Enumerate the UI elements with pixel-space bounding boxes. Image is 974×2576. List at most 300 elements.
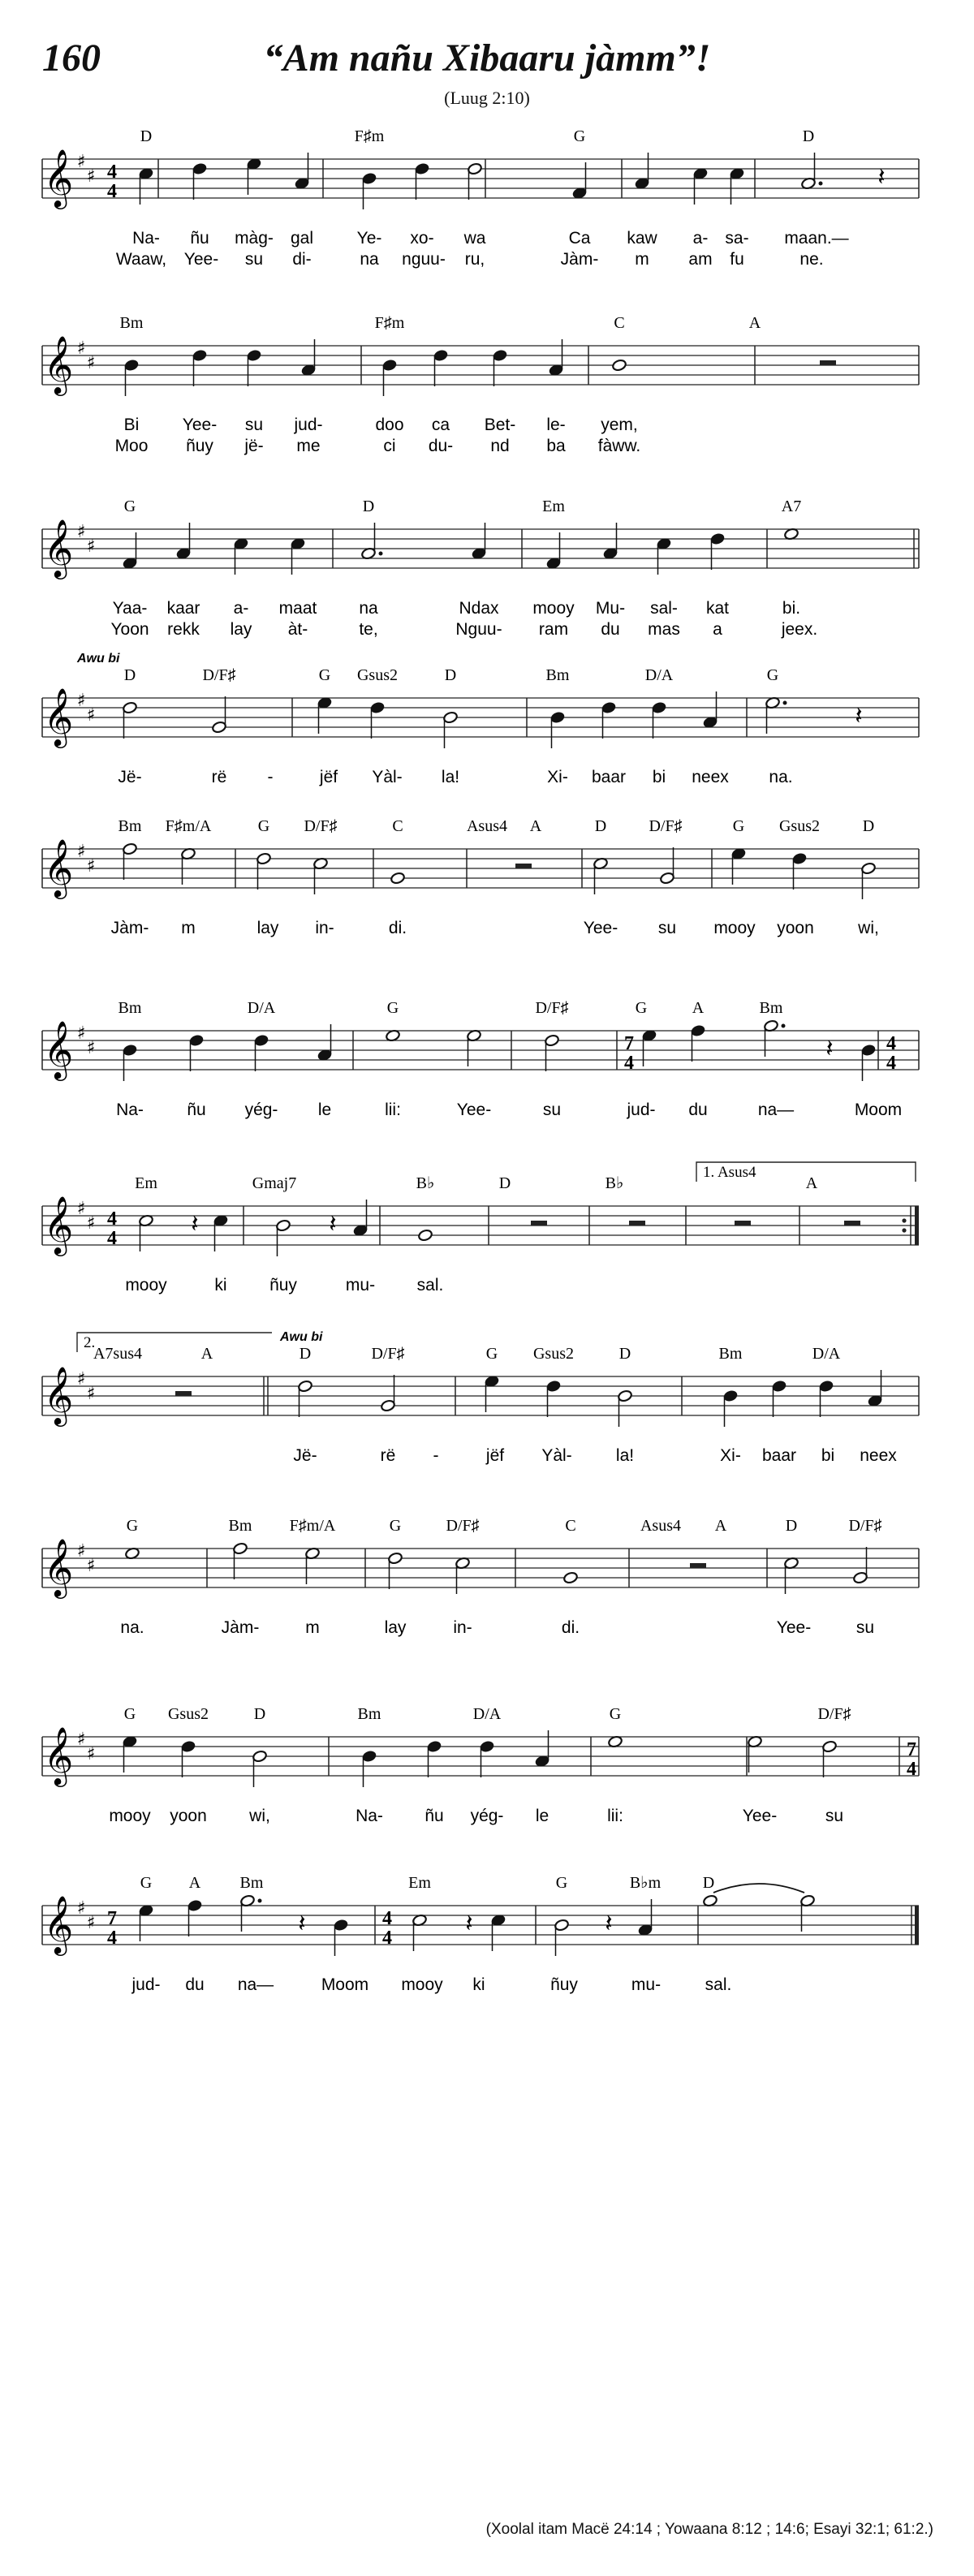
lyric-syllable: Jàm- (560, 250, 599, 269)
lyric-syllable: neex (692, 768, 729, 786)
lyric-syllable: nd (490, 437, 510, 455)
notehead (298, 1380, 313, 1393)
notehead (691, 1024, 706, 1037)
lyric-syllable: ñu (187, 1101, 206, 1119)
dot (379, 552, 383, 556)
lyric-syllable: rë (211, 768, 227, 786)
chord-symbol: Asus4 (466, 817, 508, 835)
lyric-syllable: lii: (607, 1807, 623, 1825)
lyric-syllable: te, (359, 620, 378, 639)
lyric-syllable: kaar (166, 599, 200, 618)
chord-symbol: D (498, 1174, 511, 1192)
chord-symbol: Bm (228, 1517, 252, 1535)
notehead (381, 1399, 396, 1412)
notehead (427, 1740, 442, 1753)
chord-symbol: G (257, 817, 270, 835)
quarter-rest: 𝄽 (465, 1910, 473, 1938)
staff-system (42, 1730, 919, 1787)
sharp-f: ♯ (76, 1730, 86, 1750)
chord-symbol: A7 (781, 498, 802, 515)
chord-symbol: D/F♯ (649, 817, 683, 835)
chord-symbol: G (126, 1517, 139, 1535)
lyric-syllable: yég- (470, 1807, 504, 1825)
chord-symbol: D (299, 1345, 312, 1363)
chord-symbol: D (123, 666, 136, 684)
notehead (710, 532, 726, 545)
chord-symbol: D (594, 817, 607, 835)
chord-symbol: G (555, 1874, 568, 1892)
chord-symbol: Bm (759, 999, 783, 1017)
lyric-syllable: - (433, 1446, 439, 1465)
lyric-syllable: su (244, 250, 264, 269)
lyric-syllable: Moo (114, 437, 149, 455)
notehead (861, 1044, 877, 1057)
time-signature-top: 4 (107, 162, 117, 183)
lyric-syllable: Jàm- (110, 919, 149, 937)
lyric-syllable: Mu- (595, 599, 626, 618)
lyric-syllable: - (267, 768, 274, 786)
notehead (433, 349, 449, 362)
notehead (187, 1899, 203, 1912)
dot (782, 1024, 786, 1028)
lyric-syllable: mu- (631, 1975, 662, 1994)
notehead (819, 1380, 834, 1393)
lyric-syllable: mooy (125, 1276, 167, 1294)
lyric-syllable: na— (757, 1101, 795, 1119)
notehead (256, 852, 272, 865)
lyric-syllable: m (635, 250, 649, 269)
lyric-syllable: na. (120, 1618, 144, 1637)
lyric-syllable: su (657, 919, 677, 937)
lyric-syllable: na (359, 599, 378, 618)
chord-symbol: D (785, 1517, 798, 1535)
lyric-syllable: Yee- (183, 250, 219, 269)
chord-symbol: Em (408, 1874, 431, 1892)
lyric-syllable: rekk (167, 620, 200, 639)
lyric-syllable: bi (652, 768, 666, 786)
half-rest (629, 1221, 645, 1226)
treble-clef: 𝄞 (43, 1725, 74, 1785)
staff-system (42, 339, 919, 396)
sharp-f: ♯ (76, 522, 86, 542)
chord-symbol: F♯m (374, 314, 405, 332)
chord-symbol: D (702, 1874, 715, 1892)
quarter-rest: 𝄽 (298, 1910, 306, 1938)
chord-symbol: G (123, 498, 136, 515)
lyric-syllable: Moom (321, 1975, 369, 1994)
lyric-syllable: jë- (244, 437, 264, 455)
notehead (415, 162, 430, 175)
lyric-syllable: na (360, 250, 379, 269)
lyric-syllable: jeex. (781, 620, 818, 639)
lyric-syllable: jud- (627, 1101, 656, 1119)
lyric-syllable: lay (230, 620, 252, 639)
lyric-syllable: nguu- (402, 250, 446, 269)
lyric-syllable: ñu (425, 1807, 444, 1825)
lyric-syllable: Yàl- (372, 768, 403, 786)
chord-symbol: Em (542, 498, 565, 515)
treble-clef: 𝄞 (43, 1537, 74, 1596)
chord-symbol: Asus4 (640, 1517, 682, 1535)
final-barline (915, 1906, 919, 1945)
chord-symbol: A7sus4 (93, 1345, 143, 1363)
lyric-syllable: Yee- (456, 1101, 492, 1119)
chord-symbol: G (485, 1345, 498, 1363)
lyric-syllable: me (296, 437, 321, 455)
half-rest (515, 864, 532, 868)
repeat-barline (915, 1206, 919, 1245)
quarter-rest: 𝄽 (605, 1910, 613, 1938)
chord-symbol: Em (135, 1174, 157, 1192)
staff-system (42, 1019, 919, 1081)
lyric-syllable: Jë- (293, 1446, 317, 1465)
chord-symbol: A (805, 1174, 818, 1192)
staff-system (42, 842, 919, 899)
notehead (254, 1034, 269, 1047)
notehead (233, 1542, 248, 1555)
staff-system (42, 691, 919, 748)
chord-symbol: Gmaj7 (252, 1174, 297, 1192)
lyric-syllable: ci (383, 437, 396, 455)
lyric-syllable: mas (648, 620, 680, 639)
dot (819, 182, 823, 186)
chord-symbol: G (318, 666, 331, 684)
half-rest (735, 1221, 751, 1226)
chord-symbol: Bm (718, 1345, 743, 1363)
chord-symbol: D/A (247, 999, 276, 1017)
chord-symbol: D/F♯ (446, 1517, 480, 1535)
notehead (792, 852, 808, 865)
lyric-syllable: ñuy (269, 1276, 297, 1294)
half-rest (820, 360, 836, 365)
chord-symbol: Bm (239, 1874, 264, 1892)
lyric-syllable: màg- (235, 229, 274, 248)
half-rest (531, 1221, 547, 1226)
notehead (563, 1571, 579, 1584)
lyric-syllable: baar (761, 1446, 797, 1465)
lyric-syllable: ca (431, 416, 450, 434)
notehead (123, 1044, 138, 1057)
lyric-syllable: yoon (170, 1807, 207, 1825)
notehead (822, 1740, 838, 1753)
sharp-c: ♯ (86, 166, 96, 187)
lyric-syllable: le- (546, 416, 566, 434)
chord-symbol: G (609, 1705, 622, 1723)
time-signature-bottom: 4 (107, 1928, 117, 1949)
chord-symbol: F♯m/A (289, 1517, 336, 1535)
lyric-syllable: ba (546, 437, 566, 455)
chord-symbol: D (253, 1705, 266, 1723)
lyric-syllable: doo (375, 416, 404, 434)
chord-symbol: A (188, 1874, 201, 1892)
time-signature-top: 7 (907, 1739, 916, 1760)
sharp-c: ♯ (86, 856, 96, 877)
lyric-syllable: lay (384, 1618, 407, 1637)
notehead (493, 349, 508, 362)
half-rest (690, 1563, 706, 1568)
sharp-f: ♯ (76, 1541, 86, 1562)
lyric-syllable: du (185, 1975, 205, 1994)
chord-symbol: Bm (118, 999, 142, 1017)
chord-symbol: D (862, 817, 875, 835)
lyric-syllable: ru, (464, 250, 485, 269)
chord-symbol: G (766, 666, 779, 684)
chord-symbol: A (200, 1345, 213, 1363)
time-signature-bottom: 4 (907, 1759, 916, 1780)
lyric-syllable: Yee- (742, 1807, 778, 1825)
notehead (382, 359, 398, 372)
sharp-c: ♯ (86, 353, 96, 373)
lyric-syllable: su (825, 1807, 844, 1825)
half-rest (844, 1221, 860, 1226)
lyric-syllable: sal. (416, 1276, 444, 1294)
chord-symbol: D/F♯ (535, 999, 569, 1017)
lyric-syllable: na— (237, 1975, 274, 1994)
lyric-syllable: in- (453, 1618, 472, 1637)
lyric-syllable: Jë- (118, 768, 142, 786)
notehead (853, 1571, 868, 1584)
lyric-syllable: su (855, 1618, 875, 1637)
notehead (192, 349, 208, 362)
lyric-syllable: la! (615, 1446, 635, 1465)
sharp-c: ♯ (86, 1384, 96, 1404)
time-signature-bottom: 4 (107, 181, 117, 202)
quarter-rest: 𝄽 (877, 163, 886, 192)
lyric-syllable: am (688, 250, 713, 269)
notehead (723, 1389, 739, 1402)
quarter-rest: 𝄽 (855, 702, 863, 730)
lyric-syllable: di. (388, 919, 407, 937)
staff-system (42, 523, 919, 575)
quarter-rest: 𝄽 (329, 1210, 337, 1238)
sharp-c: ♯ (86, 1913, 96, 1933)
notehead (443, 711, 459, 724)
lyric-syllable: Ye- (356, 229, 382, 248)
lyric-syllable: di- (292, 250, 312, 269)
lyric-syllable: Na- (356, 1807, 383, 1825)
dot (258, 1899, 262, 1903)
chord-symbol: D/A (644, 666, 674, 684)
treble-clef: 𝄞 (43, 518, 74, 577)
treble-clef: 𝄞 (43, 148, 74, 207)
lyric-syllable: lii: (385, 1101, 401, 1119)
lyric-syllable: ne. (799, 250, 824, 269)
notehead (124, 359, 140, 372)
chord-symbol: C (614, 314, 625, 332)
lyric-syllable: baar (591, 768, 627, 786)
chord-symbol: D/F♯ (848, 1517, 882, 1535)
sharp-c: ♯ (86, 1213, 96, 1234)
chord-symbol: Bm (357, 1705, 381, 1723)
lyric-syllable: Na- (132, 229, 160, 248)
footer-references: (Xoolal itam Macë 24:14 ; Yowaana 8:12 ; 14:6; Esayi 32:1; 61:2.) (485, 2521, 933, 2538)
lyric-syllable: jud- (294, 416, 323, 434)
treble-clef: 𝄞 (43, 1365, 74, 1424)
lyric-syllable: Yàl- (541, 1446, 572, 1465)
chord-symbol: Gsus2 (778, 817, 821, 835)
treble-clef: 𝄞 (43, 334, 74, 394)
chord-symbol: F♯m (354, 127, 385, 145)
song-number: 160 (42, 37, 101, 80)
notehead (861, 862, 877, 875)
lyric-syllable: maat (278, 599, 317, 618)
lyric-syllable: bi (821, 1446, 835, 1465)
chord-symbol: Bm (118, 817, 142, 835)
sharp-f: ♯ (76, 1369, 86, 1389)
chord-symbol: C (565, 1517, 576, 1535)
lyric-syllable: mooy (532, 599, 575, 618)
time-signature-bottom: 4 (624, 1053, 634, 1074)
notehead (390, 872, 406, 885)
lyric-syllable: du (601, 620, 620, 639)
staff-system (42, 153, 919, 209)
chord-symbol: A (692, 999, 705, 1017)
lyric-syllable: Xi- (720, 1446, 741, 1465)
lyric-syllable: Waaw, (115, 250, 167, 269)
lyric-syllable: Nguu- (455, 620, 502, 639)
chord-symbol: D/A (812, 1345, 841, 1363)
lyric-syllable: du (688, 1101, 708, 1119)
lyric-syllable: Yee- (583, 919, 618, 937)
notehead (247, 349, 262, 362)
lyric-syllable: ki (214, 1276, 227, 1294)
chord-symbol: A (529, 817, 542, 835)
volta-label: 1. Asus4 (703, 1164, 756, 1181)
sharp-c: ♯ (86, 1556, 96, 1576)
lyric-syllable: Jàm- (221, 1618, 260, 1637)
notehead (468, 162, 483, 175)
sharp-f: ♯ (76, 152, 86, 172)
lyric-syllable: Moom (854, 1101, 903, 1119)
lyric-syllable: mooy (401, 1975, 443, 1994)
lyric-syllable: su (542, 1101, 562, 1119)
time-signature-bottom: 4 (107, 1228, 117, 1249)
lyric-syllable: gal (290, 229, 314, 248)
lyric-syllable: in- (315, 919, 334, 937)
lyric-syllable: le (317, 1101, 332, 1119)
sharp-c: ♯ (86, 705, 96, 726)
song-title: “Am nañu Xibaaru jàmm”! (263, 37, 711, 80)
lyric-syllable: du- (428, 437, 454, 455)
notehead (480, 1740, 495, 1753)
lyric-syllable: Ca (568, 229, 591, 248)
chord-symbol: B♭ (605, 1174, 624, 1192)
lyric-syllable: rë (380, 1446, 396, 1465)
notehead (388, 1552, 403, 1565)
lyric-syllable: maan.— (784, 229, 849, 248)
sharp-f: ♯ (76, 842, 86, 862)
sharp-f: ♯ (76, 1023, 86, 1044)
chord-symbol: D (140, 127, 153, 145)
lyric-syllable: kat (705, 599, 730, 618)
lyric-syllable: le (535, 1807, 549, 1825)
staff-system (42, 1884, 919, 1956)
lyric-syllable: yem, (601, 416, 638, 434)
lyric-syllable: kaw (627, 229, 657, 248)
lyric-syllable: àt- (287, 620, 308, 639)
chord-symbol: G (732, 817, 745, 835)
quarter-rest: 𝄽 (191, 1210, 199, 1238)
treble-clef: 𝄞 (43, 1195, 74, 1254)
notehead (772, 1380, 787, 1393)
quarter-rest: 𝄽 (825, 1035, 834, 1063)
notehead (601, 701, 617, 714)
chord-symbol: D/A (472, 1705, 502, 1723)
staff-system (42, 1162, 919, 1256)
notehead (612, 359, 627, 372)
lyric-syllable: mooy (713, 919, 756, 937)
notehead (276, 1219, 291, 1232)
lyric-syllable: Bet- (484, 416, 516, 434)
lyric-syllable: su (244, 416, 264, 434)
notehead (418, 1229, 433, 1242)
chord-symbol: F♯m/A (165, 817, 212, 835)
lyric-syllable: wi, (858, 919, 879, 937)
chord-symbol: D (362, 498, 375, 515)
chord-symbol: Gsus2 (532, 1345, 575, 1363)
treble-clef: 𝄞 (43, 1894, 74, 1954)
sharp-f: ♯ (76, 1898, 86, 1919)
notehead (660, 872, 675, 885)
sharp-f: ♯ (76, 338, 86, 359)
lyric-syllable: fàww. (597, 437, 641, 455)
chord-symbol: Gsus2 (356, 666, 399, 684)
chord-symbol: B♭ (416, 1174, 435, 1192)
notehead (252, 1750, 268, 1763)
scripture-reference: (Luug 2:10) (444, 88, 530, 108)
sharp-f: ♯ (76, 691, 86, 711)
chord-symbol: D/F♯ (202, 666, 236, 684)
notehead (192, 162, 208, 175)
dot (783, 701, 787, 705)
half-rest (175, 1391, 192, 1396)
time-signature-top: 4 (107, 1208, 117, 1230)
section-mark: Awu bi (280, 1330, 323, 1344)
lyric-syllable: a- (692, 229, 709, 248)
lyric-syllable: la! (441, 768, 460, 786)
chord-symbol: G (123, 1705, 136, 1723)
notehead (123, 842, 138, 855)
lyric-syllable: m (181, 919, 196, 937)
section-mark: Awu bi (77, 652, 120, 666)
chord-symbol: B♭m (629, 1874, 662, 1892)
lyric-syllable: Xi- (547, 768, 568, 786)
lyric-syllable: fu (730, 250, 744, 269)
chord-symbol: D (618, 1345, 631, 1363)
time-signature-bottom: 4 (382, 1928, 392, 1949)
staff-system (42, 1542, 919, 1594)
lyric-syllable: sal. (705, 1975, 732, 1994)
lyric-syllable: Bi (123, 416, 140, 434)
lyric-syllable: mooy (109, 1807, 151, 1825)
notehead (550, 711, 566, 724)
lyric-syllable: Yee- (776, 1618, 812, 1637)
chord-symbol: A (748, 314, 761, 332)
lyric-syllable: a- (233, 599, 249, 618)
notehead (362, 1750, 377, 1763)
lyric-syllable: na. (769, 768, 793, 786)
tie (713, 1884, 804, 1893)
chord-symbol: Bm (119, 314, 144, 332)
lyric-syllable: sal- (650, 599, 678, 618)
lyric-syllable: di. (561, 1618, 580, 1637)
lyric-syllable: yég- (244, 1101, 278, 1119)
staff-system (42, 1333, 919, 1427)
chord-symbol: D/F♯ (304, 817, 338, 835)
repeat-dot (902, 1228, 906, 1232)
sharp-c: ♯ (86, 1038, 96, 1058)
lyric-syllable: wi, (249, 1807, 270, 1825)
